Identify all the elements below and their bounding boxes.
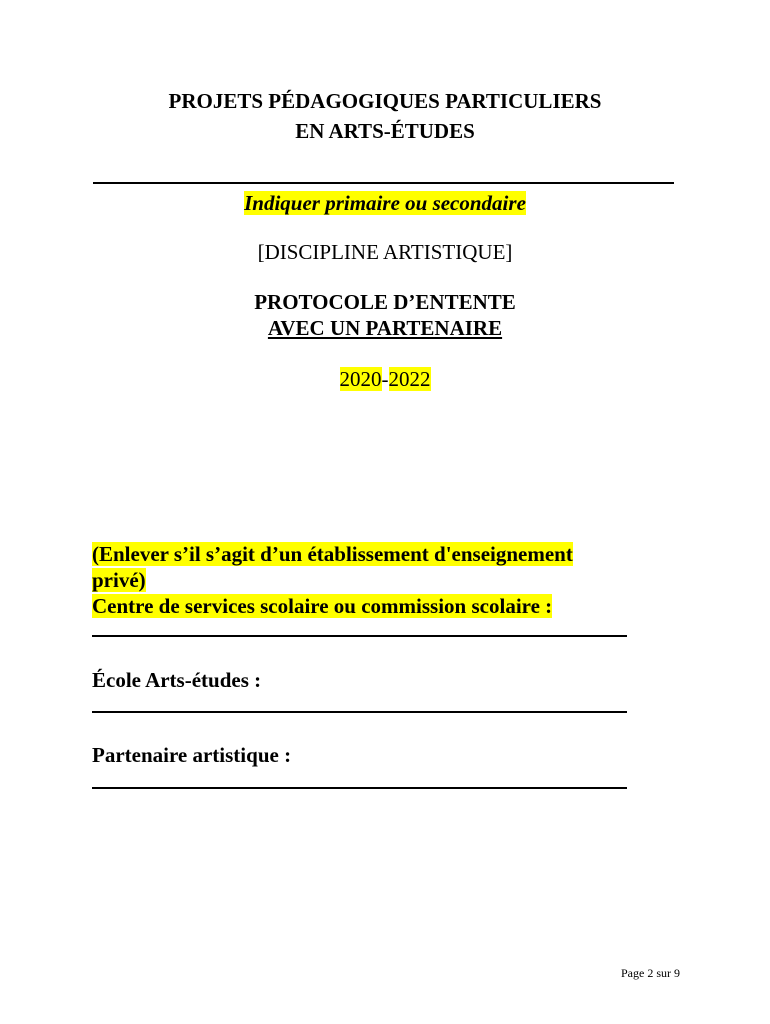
years-separator: - (381, 367, 389, 391)
partner-field[interactable] (92, 787, 627, 789)
school-field[interactable] (92, 711, 627, 713)
school-board-block (92, 541, 652, 619)
protocol-line-2: AVEC UN PARTENAIRE (267, 316, 503, 340)
private-note-line-2: privé) (92, 568, 146, 592)
years-end: 2022 (388, 367, 431, 391)
school-label: École Arts-études : (92, 668, 262, 692)
page-number: Page 2 sur 9 (621, 966, 680, 980)
private-note-line-1: (Enlever s’il s’agit d’un établissement d'enseignement (92, 542, 573, 566)
years-start: 2020 (339, 367, 382, 391)
title-line-1: PROJETS PÉDAGOGIQUES PARTICULIERS (168, 89, 602, 113)
document-title (0, 86, 770, 146)
school-board-field[interactable] (92, 635, 627, 637)
level-instruction (0, 190, 770, 216)
partner-label: Partenaire artistique : (92, 743, 292, 767)
level-blank-line (93, 182, 674, 184)
school-board-label: Centre de services scolaire ou commission scolaire : (92, 594, 553, 618)
level-instruction-text: Indiquer primaire ou secondaire (244, 191, 526, 215)
protocol-heading (0, 289, 770, 341)
protocol-line-1: PROTOCOLE D’ENTENTE (254, 290, 516, 314)
discipline-placeholder: [DISCIPLINE ARTISTIQUE] (257, 240, 513, 264)
years-range (0, 366, 770, 392)
title-line-2: EN ARTS-ÉTUDES (295, 119, 475, 143)
